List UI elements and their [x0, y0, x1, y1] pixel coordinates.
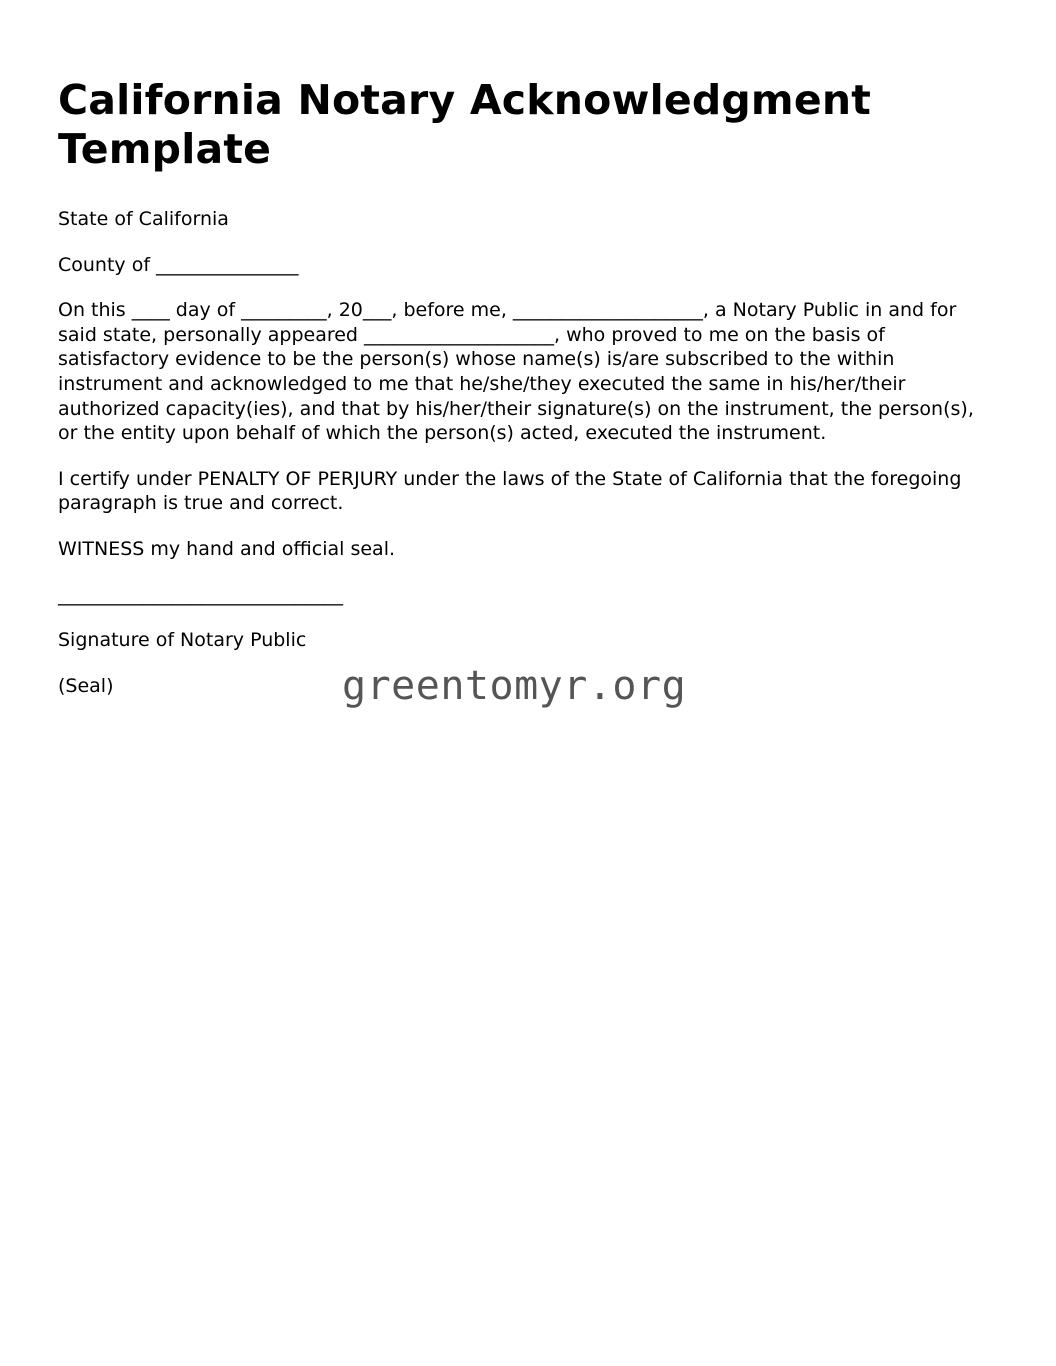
- county-line: County of _______________: [58, 253, 299, 276]
- document-title: California Notary Acknowledgment Template: [58, 76, 872, 173]
- certification-paragraph: I certify under PENALTY OF PERJURY under the laws of the State of California that the foregoing paragraph is true and correct.: [58, 467, 962, 515]
- notary-document: [58, 0, 998, 698]
- seal-label: (Seal): [58, 674, 114, 697]
- acknowledgment-paragraph: On this ____ day of _________, 20___, before me, ____________________, a Notary Public in and for said state, personally appeared ____________________, who proved to me on the basis of satisfactory evidence to be the person(s) whose name(s) is/are subscribed to the within instrument and acknowledged to me that he/she/they executed the same in his/her/their authorized capacity(ies), and that by his/her/their signature(s) on the instrument, the person(s), or the entity upon behalf of which the person(s) acted, executed the instrument.: [58, 299, 974, 445]
- witness-line: WITNESS my hand and official seal.: [58, 537, 396, 560]
- state-line: State of California: [58, 208, 229, 230]
- signature-line: ______________________________: [58, 583, 343, 606]
- watermark: greentomyr.org: [342, 663, 687, 709]
- signature-label: Signature of Notary Public: [58, 629, 307, 652]
